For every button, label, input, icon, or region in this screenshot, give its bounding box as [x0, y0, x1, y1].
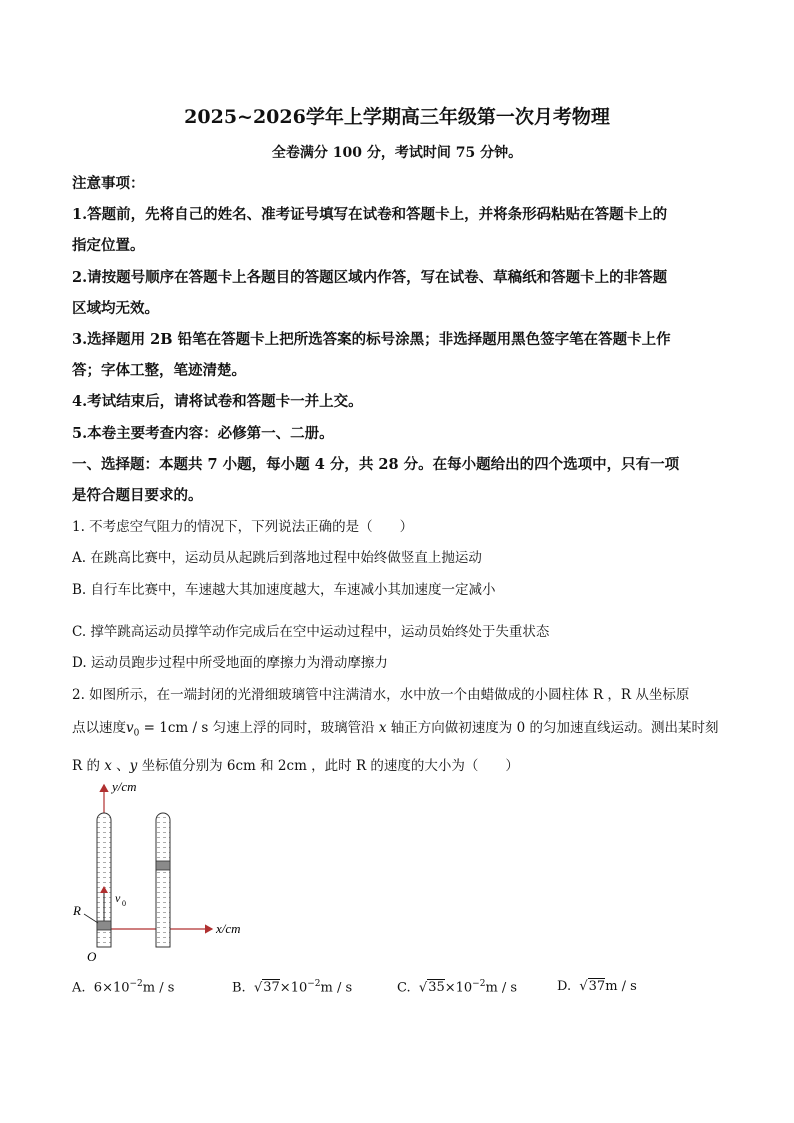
- page-title: 2025~2026学年上学期高三年级第一次月考物理: [184, 106, 610, 128]
- notice-line: 1.答题前，先将自己的姓名、准考证号填写在试卷和答题卡上，并将条形码粘贴在答题卡上的: [72, 206, 668, 223]
- question-2-option-c: C. $√35\times 10^{-2}m / s$: [397, 979, 518, 996]
- section-heading: 一、选择题：本题共 7 小题，每小题 4 分，共 28 分。在每小题给出的四个选项中，只有一项: [72, 456, 680, 473]
- notice-line: 5.本卷主要考查内容：必修第一、二册。: [72, 425, 334, 442]
- v0-label: v: [115, 891, 121, 905]
- question-1-option-b: B. 自行车比赛中，车速越大其加速度越大，车速减小其加速度一定减小: [72, 582, 496, 598]
- notice-line: 指定位置。: [72, 237, 145, 254]
- y-axis-label: y/cm: [112, 779, 137, 794]
- notice-line: 答；字体工整，笔迹清楚。: [72, 362, 246, 379]
- wax-cylinder-r: [97, 921, 111, 930]
- section-heading-cont: 是符合题目要求的。: [72, 487, 203, 504]
- page-subtitle: 全卷满分 100 分，考试时间 75 分钟。: [271, 145, 523, 161]
- v0-subscript: 0: [122, 899, 126, 908]
- question-2-option-a: A. $6\times 10^{-2}m / s$: [72, 979, 175, 996]
- notice-line: 2.请按题号顺序在答题卡上各题目的答题区域内作答，写在试卷、草稿纸和答题卡上的非答题: [72, 269, 668, 286]
- origin-label: O: [87, 949, 97, 964]
- notice-line: 3.选择题用 2B 铅笔在答题卡上把所选答案的标号涂黑；非选择题用黑色签字笔在答题卡上作: [72, 331, 671, 348]
- wax-cylinder-moved: [156, 861, 170, 870]
- question-2-option-b: B. $√37\times 10^{-2}m / s$: [232, 979, 353, 996]
- question-1-option-c: C. 撑竿跳高运动员撑竿动作完成后在空中运动过程中，运动员始终处于失重状态: [72, 624, 550, 640]
- question-1-stem: 1. 不考虑空气阻力的情况下，下列说法正确的是（ ）: [72, 519, 414, 535]
- r-label: R: [73, 903, 81, 918]
- question-2-line-2: 点以速度$v_0 = 1cm / s$ 匀速上浮的同时，玻璃管沿 x 轴正方向做初速度为 0 的匀加速直线运动。测出某时刻: [72, 720, 719, 739]
- glass-tube-figure: [60, 775, 260, 970]
- question-2-line-1: 2. 如图所示，在一端封闭的光滑细玻璃管中注满清水，水中放一个由蜡做成的小圆柱体 R ，R 从坐标原: [72, 687, 690, 703]
- question-1-option-a: A. 在跳高比赛中，运动员从起跳后到落地过程中始终做竖直上抛运动: [72, 550, 482, 566]
- r-leader-line: [84, 914, 98, 923]
- question-1-option-d: D. 运动员跑步过程中所受地面的摩擦力为滑动摩擦力: [72, 655, 388, 671]
- question-2-option-d: D. √37m / s: [557, 979, 637, 994]
- glass-tube-2: [156, 813, 170, 947]
- x-axis-label: x/cm: [216, 921, 241, 936]
- notice-line: 区域均无效。: [72, 300, 159, 317]
- question-2-line-3: R 的 x 、y 坐标值分别为 6cm 和 2cm ，此时 R 的速度的大小为（ ）: [72, 758, 519, 774]
- notice-line: 4.考试结束后，请将试卷和答题卡一并上交。: [72, 393, 363, 410]
- notice-heading: 注意事项：: [72, 175, 145, 192]
